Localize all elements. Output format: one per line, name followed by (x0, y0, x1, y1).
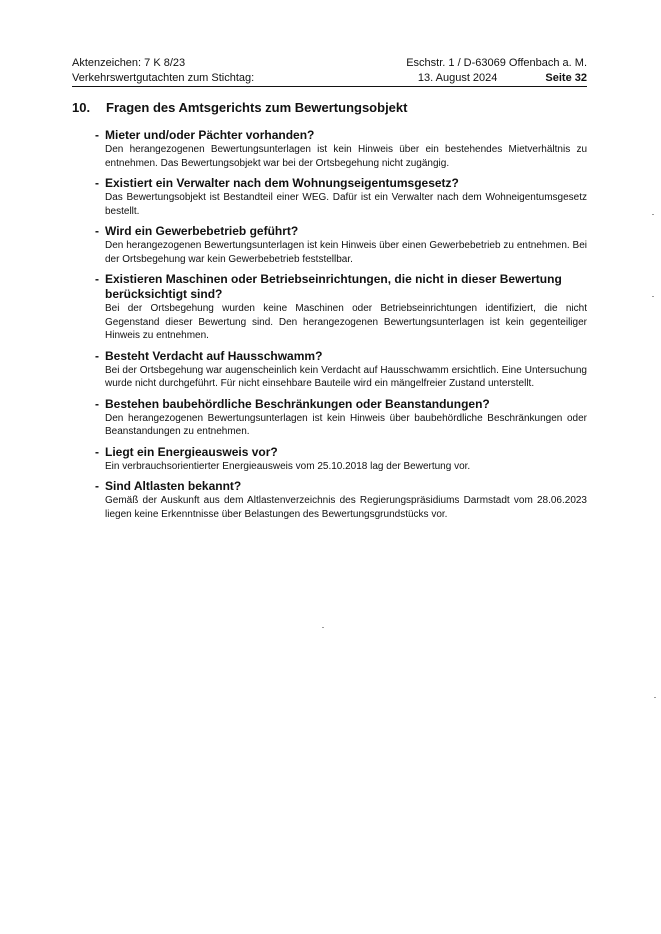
list-item (95, 445, 587, 474)
scan-speck (652, 296, 654, 297)
question-list (95, 128, 587, 527)
file-number: Aktenzeichen: 7 K 8/23 (72, 57, 186, 69)
answer-text: Gemäß der Auskunft aus dem Altlastenverzeichnis des Regierungspräsidiums Darmstadt vom 28.06.2023 liegen keine Erkenntnisse über Belastungen des Bewertungsgrundstücks vor. (105, 495, 587, 520)
page-number: Seite 32 (545, 72, 587, 84)
question-heading: - Mieter und/oder Pächter vorhanden? (95, 128, 587, 143)
list-item (95, 397, 587, 439)
answer-text: Den herangezogenen Bewertungsunterlagen ist kein Hinweis über baubehördliche Beschränkungen oder Beanstandungen zu entnehmen. (105, 412, 587, 437)
list-item (95, 224, 587, 266)
answer-text: Das Bewertungsobjekt ist Bestandteil einer WEG. Dafür ist ein Verwalter nach dem Wohneigentumsgesetz bestellt. (105, 192, 587, 217)
report-date: 13. August 2024 (417, 72, 498, 84)
header-date-page (418, 71, 587, 85)
section-title: Fragen des Amtsgerichts zum Bewertungsobjekt (106, 100, 408, 115)
question-heading: - Liegt ein Energieausweis vor? (95, 445, 587, 460)
question-heading: - Wird ein Gewerbebetrieb geführt? (95, 224, 587, 239)
scan-speck (322, 627, 324, 628)
scan-speck (652, 214, 654, 215)
header-row-2 (72, 71, 587, 87)
scan-speck (654, 697, 656, 698)
section-heading (72, 100, 407, 115)
answer-text: Den herangezogenen Bewertungsunterlagen ist kein Hinweis über ein bestehendes Mietverhältnis zu entnehmen. Das Bewertungsobjekt war bei der Ortsbegehung nicht zugängig. (105, 144, 587, 169)
question-heading: - Sind Altlasten bekannt? (95, 479, 587, 494)
question-heading: - Existiert ein Verwalter nach dem Wohnungseigentumsgesetz? (95, 176, 587, 191)
list-item (95, 349, 587, 391)
report-subject: Verkehrswertgutachten zum Stichtag: (72, 72, 255, 84)
list-item (95, 128, 587, 170)
question-heading: - Bestehen baubehördliche Beschränkungen oder Beanstandungen? (95, 397, 587, 412)
list-item (95, 479, 587, 521)
expert-address: Eschstr. 1 / D-63069 Offenbach a. M. (406, 57, 587, 69)
header-row-1 (72, 56, 587, 70)
answer-text: Den herangezogenen Bewertungsunterlagen ist kein Hinweis über einen Gewerbebetrieb zu entnehmen. Bei der Ortsbegehung war kein Gewerbebetrieb feststellbar. (105, 240, 587, 265)
answer-text: Bei der Ortsbegehung wurden keine Maschinen oder Betriebseinrichtungen identifiziert, die nicht Gegenstand dieser Bewertung sind. Den herangezogenen Bewertungsunterlagen ist kein gegenteiliger Hinweis zu entnehmen. (105, 303, 587, 341)
question-heading: - Besteht Verdacht auf Hausschwamm? (95, 349, 587, 364)
question-heading: - Existieren Maschinen oder Betriebseinrichtungen, die nicht in dieser Bewertung berücksichtigt sind? (95, 272, 587, 302)
answer-text: Bei der Ortsbegehung war augenscheinlich kein Verdacht auf Hausschwamm ersichtlich. Eine Untersuchung wurde nicht durchgeführt. Für nicht einsehbare Bauteile wird ein mängelfreier Zustand unterstellt. (105, 364, 587, 389)
answer-text: Ein verbrauchsorientierter Energieausweis vom 25.10.2018 lag der Bewertung vor. (105, 460, 471, 472)
list-item (95, 176, 587, 218)
list-item (95, 272, 587, 343)
section-number: 10. (72, 100, 91, 115)
